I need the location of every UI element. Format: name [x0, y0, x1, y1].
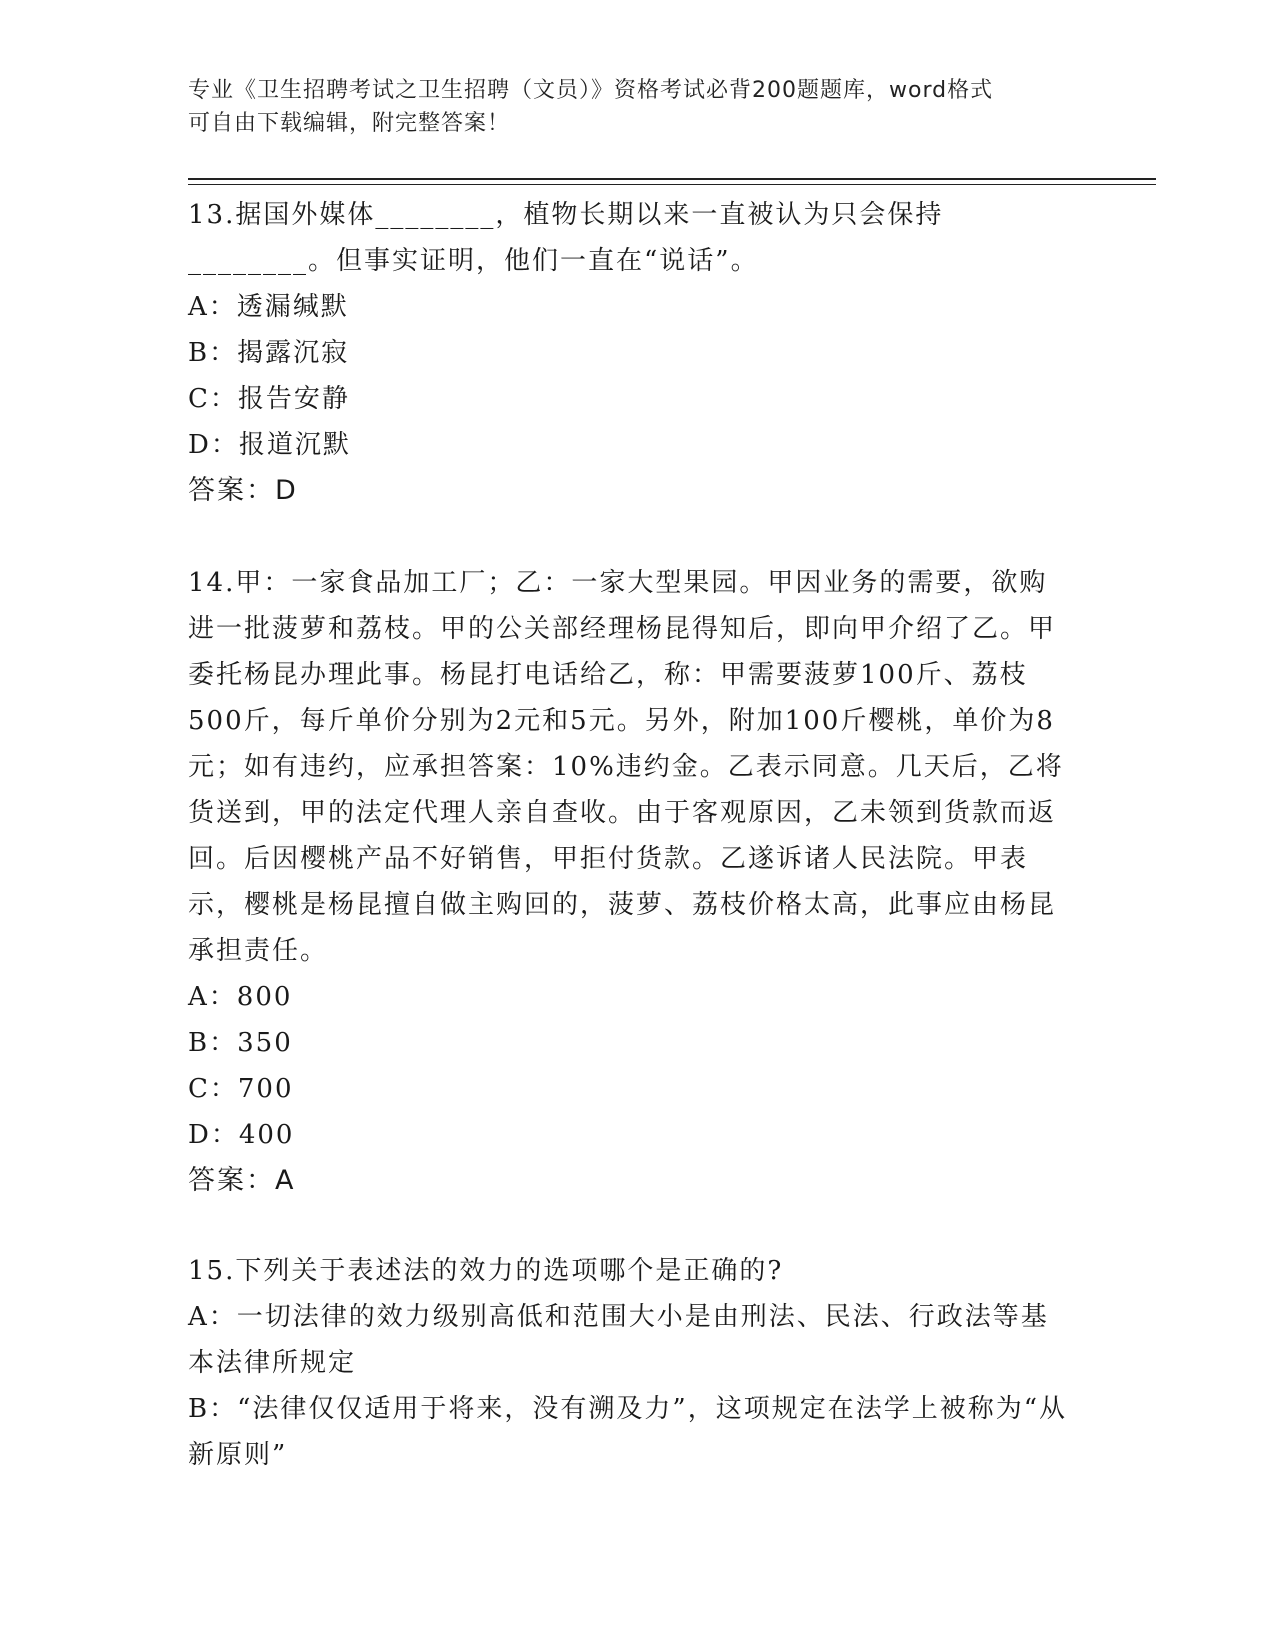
option-d: D：报道沉默: [188, 430, 351, 460]
question-14: [188, 560, 1073, 1204]
option-c: C：报告安静: [188, 384, 350, 414]
option-b: B：350: [188, 1028, 293, 1058]
option-d: D：400: [188, 1120, 295, 1150]
option-a: A：800: [188, 982, 293, 1012]
question-13: [188, 192, 1073, 514]
header-divider-thick: [188, 178, 1156, 180]
question-stem: 14.甲：一家食品加工厂；乙：一家大型果园。甲因业务的需要，欲购进一批菠萝和荔枝。甲的公关部经理杨昆得知后，即向甲介绍了乙。甲委托杨昆办理此事。杨昆打电话给乙，称：甲需要菠萝100斤、荔枝500斤，每斤单价分别为2元和5元。另外，附加100斤樱桃，单价为8元；如有违约，应承担答案：10%违约金。乙表示同意。几天后，乙将货送到，甲的法定代理人亲自查收。由于客观原因，乙未领到货款而返回。后因樱桃产品不好销售，甲拒付货款。乙遂诉诸人民法院。甲表示，樱桃是杨昆擅自做主购回的，菠萝、荔枝价格太高，此事应由杨昆承担责任。: [188, 568, 1064, 966]
answer-line: 答案：D: [188, 475, 298, 506]
option-c: C：700: [188, 1074, 294, 1104]
document-header: [188, 74, 1068, 140]
header-divider-thin: [188, 184, 1156, 185]
question-list: [188, 192, 1073, 1524]
question-stem: 15.下列关于表述法的效力的选项哪个是正确的?: [188, 1256, 784, 1286]
question-15: [188, 1248, 1073, 1478]
answer-line: 答案：A: [188, 1165, 296, 1196]
question-stem: 13.据国外媒体________，植物长期以来一直被认为只会保持________。但事实证明，他们一直在“说话”。: [188, 200, 944, 276]
header-title-line-2: 可自由下载编辑，附完整答案！: [188, 111, 511, 136]
option-a: A：透漏缄默: [188, 292, 349, 322]
option-b: B：“法律仅仅适用于将来，没有溯及力”，这项规定在法学上被称为“从新原则”: [188, 1394, 1067, 1470]
header-title-line-1: 专业《卫生招聘考试之卫生招聘（文员）》资格考试必背200题题库，word格式: [188, 78, 994, 103]
option-b: B：揭露沉寂: [188, 338, 350, 368]
option-a: A：一切法律的效力级别高低和范围大小是由刑法、民法、行政法等基本法律所规定: [188, 1302, 1049, 1378]
